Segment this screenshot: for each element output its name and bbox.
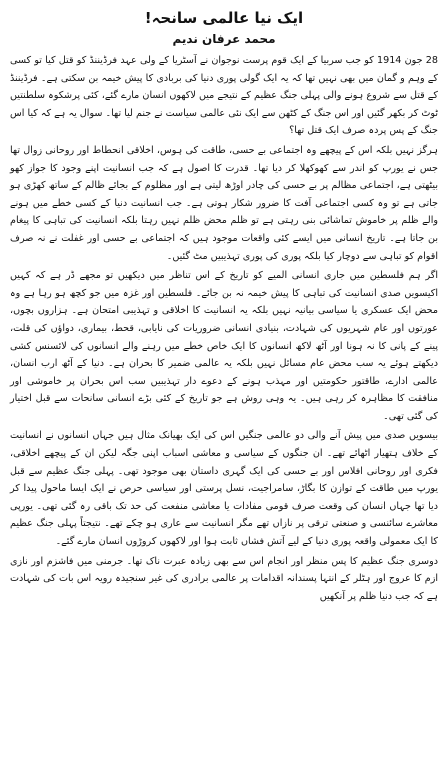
- article-title: ایک نیا عالمی سانحہ!: [144, 9, 304, 27]
- paragraph-1: 28 جون 1914 کو جب سربیا کے ایک قوم پرست نوجوان نے آسٹریا کے ولی عہد فرڈیننڈ کو قتل کیا تو کسی کے وہم و گمان میں بھی نہیں تھا کہ یہ ایک گولی پوری دنیا کی بربادی کا پیش خیمہ بن سکتی ہے۔ فرڈیننڈ کے قتل سے شروع ہونے والی پہلی جنگ عظیم کے نتیجے میں لاکھوں انسان مارے گئے، کئی پرشکوہ سلطنتیں ٹوٹ کر بکھر گئیں اور اس جنگ کے کٹھن سے ایک نئی عالمی سیاست نے جنم لیا تھا۔ سوال یہ ہے کہ کیا اس جنگ کے پس پردہ صرف ایک قتل تھا؟: [10, 55, 439, 137]
- paragraph-2: ہرگز نہیں بلکہ اس کے پیچھے وہ اجتماعی بے حسی، طاقت کی ہوس، اخلاقی انحطاط اور روحانی زوال تھا جس نے یورپ کو اندر سے کھوکھلا کر دیا تھا۔ قدرت کا اصول ہے کہ جب انسانیت اپنے وجود کا جواز کھو بیٹھتی ہے، اجتماعی مظالم پر بے حسی کی چادر اوڑھ لیتی ہے اور مظلوم کے بجائے ظالم کے ساتھ کھڑی ہو جاتی ہے تو وہ کسی اجتماعی آفت کا ضرور شکار ہوتی ہے۔ جب انسانیت دنیا کے کسی خطے میں ہونے والے ظلم پر خاموش تماشائی بنی رہتی ہے تو ظلم محض ظلم نہیں رہتا بلکہ انسانیت کی تباہی کا پیغام بن جاتا ہے۔ تاریخ انسانی میں ایسے کئی واقعات موجود ہیں کہ اجتماعی بے حسی اور غفلت نے نہ صرف اقوام کو تباہی سے دوچار کیا بلکہ پوری کی پوری تہذیبیں مٹ گئیں۔: [10, 144, 438, 262]
- paragraph-5: دوسری جنگ عظیم کا پس منظر اور انجام اس سے بھی زیادہ عبرت ناک تھا۔ جرمنی میں فاشزم اور نازی ازم کا عروج اور ہٹلر کے انتہا پسندانہ اقدامات پر عالمی برادری کی غیر سنجیدہ رویہ اس بات کی شہادت ہے کہ جب دنیا ظلم پر آنکھیں: [10, 555, 438, 602]
- author-byline: محمد عرفان ندیم: [172, 32, 276, 46]
- paragraph-3: اگر ہم فلسطین میں جاری انسانی المیے کو تاریخ کے اس تناظر میں دیکھیں تو مجھے ڈر ہے کہ کہیں اکیسویں صدی انسانیت کی تباہی کا پیش خیمہ نہ بن جائے۔ فلسطین اور غزہ میں جو کچھ ہو رہا ہے وہ محض ایک عسکری یا سیاسی بیانیہ نہیں بلکہ یہ انسانیت کا اخلاقی و تہذیبی امتحان ہے۔ ہزاروں بچوں، عورتوں اور عام شہریوں کی شہادت، بنیادی انسانی ضروریات کی نایابی، قحط، بیماری، دواؤں کی قلت، پینے کے پانی کا نہ ہونا اور آٹھ لاکھ انسانوں کا ایک خاص خطے میں رہنے والے انسانوں کی لائسنس کشی دیکھتے ہوئے یہ سب محض عام مسائل نہیں بلکہ یہ عالمی ضمیر کا بحران ہے۔ دنیا کے آٹھ ارب انسان، عالمی ادارے، طاقتور حکومتیں اور مہذب ہونے کے دعوے دار تہذیبیں سب اس بحران پر خاموشی اور منافقت کا مظاہرہ کر رہی ہیں۔ یہ وہی روش ہے جو تاریخ کے کئی بڑے انسانی سانحات سے قبل اختیار کی گئی تھی۔: [10, 270, 438, 422]
- paragraph-4: بیسویں صدی میں پیش آنے والی دو عالمی جنگیں اس کی ایک بھیانک مثال ہیں جہاں انسانوں نے انسانیت کے خلاف ہتھیار اٹھائے تھے۔ ان جنگوں کے سیاسی و معاشی اسباب اپنی جگہ لیکن ان کے پیچھے اخلاقی، فکری اور روحانی افلاس اور بے حسی کی ایک گہری داستان بھی موجود تھی۔ پہلی جنگ عظیم سے قبل یورپ میں طاقت کے توازن کا بگاڑ، سامراجیت، نسل پرستی اور سیاسی حرص نے ایک ایسا ماحول پیدا کر دیا تھا جہاں انسان کی وقعت صرف قومی مفادات یا معاشی منفعت کی حد تک باقی رہ گئی تھی۔ یورپی معاشرے سائنسی و صنعتی ترقی پر نازاں تھے مگر انسانیت سے عاری ہو چکے تھے۔ نتیجتاً پہلی جنگ عظیم کا ایک معمولی واقعہ پوری دنیا کے لیے آتش فشاں ثابت ہوا اور لاکھوں کروڑوں انسان مارے گئے۔: [10, 430, 438, 548]
